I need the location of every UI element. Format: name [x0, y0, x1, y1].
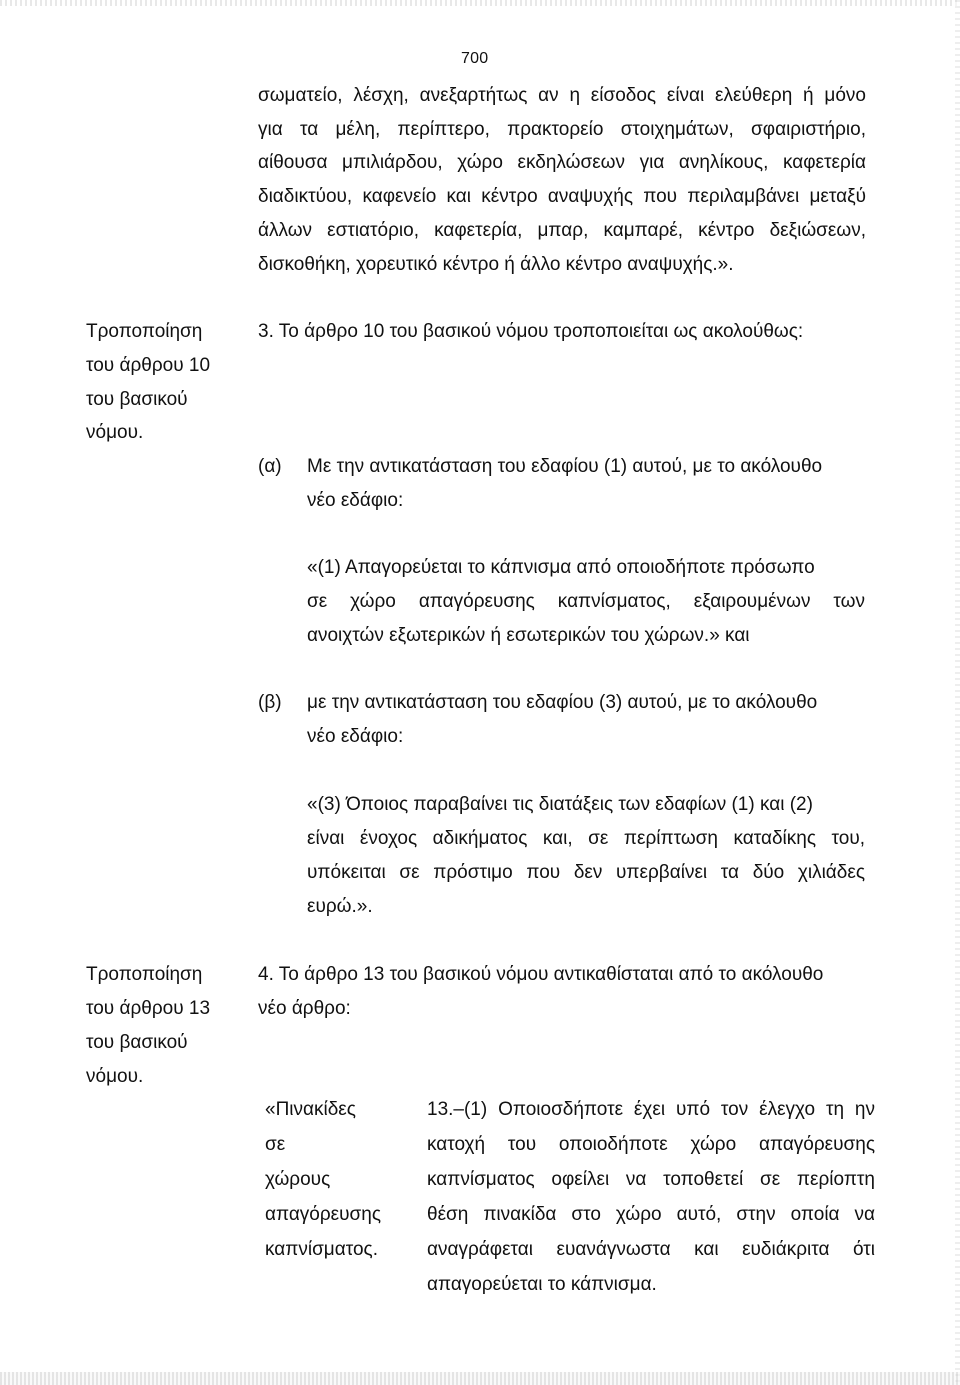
article-heading-line: καπνίσματος.: [265, 1239, 378, 1260]
quote-line: ευρώ.».: [307, 896, 373, 917]
article-text-line: απαγορεύεται το κάπνισμα.: [427, 1274, 657, 1295]
article-text-line: αναγράφεται ευανάγνωστα και ευδιάκριτα ότι: [427, 1239, 875, 1260]
margin-note-line: Τροποποίηση: [86, 964, 203, 985]
margin-note-line: του βασικού: [86, 389, 188, 410]
margin-note-line: του βασικού: [86, 1032, 188, 1053]
sub-a-line: Με την αντικατάσταση του εδαφίου (1) αυτού, με το ακόλουθο: [307, 456, 823, 477]
margin-note-line: του άρθρου 10: [86, 355, 211, 376]
sub-b-label: (β): [258, 692, 282, 713]
article-heading-line: σε: [265, 1134, 286, 1155]
article-heading-line: «Πινακίδες: [265, 1099, 356, 1120]
margin-note-line: Τροποποίηση: [86, 321, 203, 342]
page-number: 700: [461, 50, 489, 67]
quote-line: είναι ένοχος αδικήματος και, σε περίπτωση καταδίκης του,: [307, 828, 865, 849]
intro-line: δισκοθήκη, χορευτικό κέντρο ή άλλο κέντρο αναψυχής.».: [258, 254, 734, 275]
sub-a-label: (α): [258, 456, 282, 477]
item-4-line: νέο άρθρο:: [258, 998, 351, 1019]
sub-a-line: νέο εδάφιο:: [307, 490, 404, 511]
article-text-line: 13.–(1) Οποιοσδήποτε έχει υπό τον έλεγχο τη ην: [427, 1099, 875, 1120]
quote-line: σε χώρο απαγόρευσης καπνίσματος, εξαιρουμένων των: [307, 591, 865, 612]
intro-line: αίθουσα μπιλιάρδου, χώρο εκδηλώσεων για ανηλίκους, καφετερία: [258, 152, 866, 173]
scan-edge-top: [0, 0, 960, 6]
quote-line: «(3) Όποιος παραβαίνει τις διατάξεις των εδαφίων (1) και (2): [307, 794, 813, 815]
scan-edge-right: [955, 0, 960, 1385]
article-heading-line: απαγόρευσης: [265, 1204, 381, 1225]
intro-line: σωματείο, λέσχη, ανεξαρτήτως αν η είσοδος είναι ελεύθερη ή μόνο: [258, 85, 866, 106]
item-4-line: 4. Το άρθρο 13 του βασικού νόμου αντικαθίσταται από το ακόλουθο: [258, 964, 824, 985]
scan-edge-bottom: [0, 1372, 960, 1385]
article-text-line: καπνίσματος οφείλει να τοποθετεί σε περίοπτη: [427, 1169, 875, 1190]
intro-line: για τα μέλη, περίπτερο, πρακτορείο στοιχημάτων, σφαιριστήριο,: [258, 119, 866, 140]
sub-b-line: με την αντικατάσταση του εδαφίου (3) αυτού, με το ακόλουθο: [307, 692, 818, 713]
quote-line: ανοιχτών εξωτερικών ή εσωτερικών του χώρων.» και: [307, 625, 750, 646]
quote-line: «(1) Απαγορεύεται το κάπνισμα από οποιοδήποτε πρόσωπο: [307, 557, 815, 578]
quote-line: υπόκειται σε πρόστιμο που δεν υπερβαίνει τα δύο χιλιάδες: [307, 862, 865, 883]
sub-b-line: νέο εδάφιο:: [307, 726, 404, 747]
article-text-line: κατοχή του οποιοδήποτε χώρο απαγόρευσης: [427, 1134, 875, 1155]
intro-line: άλλων εστιατόριο, καφετερία, μπαρ, καμπαρέ, κέντρο δεξιώσεων,: [258, 220, 866, 241]
margin-note-line: νόμου.: [86, 422, 144, 443]
article-text-line: θέση πινακίδα στο χώρο αυτό, στην οποία να: [427, 1204, 875, 1225]
item-3: 3. Το άρθρο 10 του βασικού νόμου τροποποιείται ως ακολούθως:: [258, 321, 804, 342]
margin-note-line: του άρθρου 13: [86, 998, 211, 1019]
intro-line: διαδικτύου, καφενείο και κέντρο αναψυχής που περιλαμβάνει μεταξύ: [258, 186, 866, 207]
margin-note-line: νόμου.: [86, 1066, 144, 1087]
article-heading-line: χώρους: [265, 1169, 331, 1190]
